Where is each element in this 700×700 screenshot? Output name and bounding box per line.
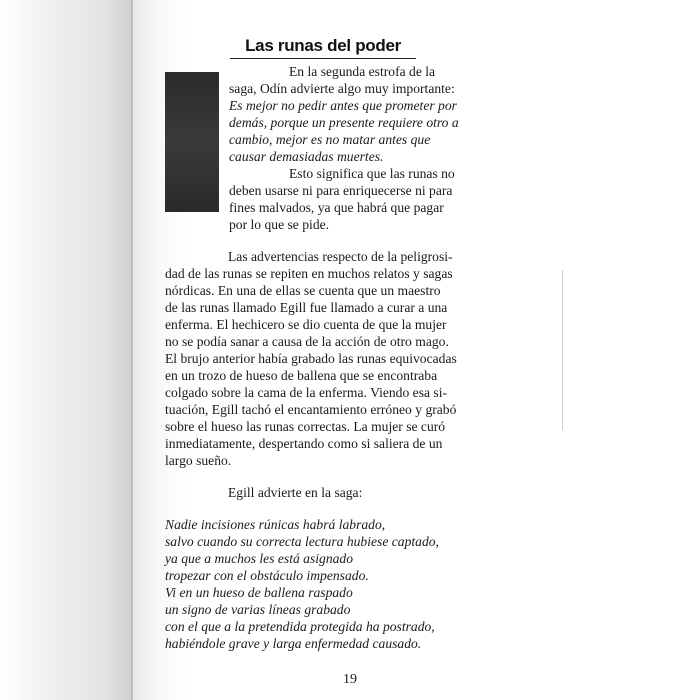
saga-intro: Egill advierte en la saga: — [228, 485, 363, 500]
paragraph-line: dad de las runas se repiten en muchos relatos y sagas — [165, 266, 453, 281]
paragraph-line: tuación, Egill tachó el encantamiento erróneo y grabó — [165, 402, 457, 417]
intro-line: fines malvados, ya que habrá que pagar — [229, 200, 444, 215]
intro-quote-line: Es mejor no pedir antes que prometer por — [229, 98, 457, 113]
paragraph-line: colgado sobre la cama de la enferma. Viendo esa si- — [165, 385, 448, 400]
paragraph-line: nórdicas. En una de ellas se cuenta que un maestro — [165, 283, 441, 298]
verse-line: tropezar con el obstáculo impensado. — [165, 568, 369, 583]
intro-quote-line: cambio, mejor es no matar antes que — [229, 132, 431, 147]
paragraph-line: largo sueño. — [165, 453, 232, 468]
intro-quote-line: demás, porque un presente requiere otro a — [229, 115, 459, 130]
verse-line: habiéndole grave y larga enfermedad causado. — [165, 636, 422, 651]
verse-line: Nadie incisiones rúnicas habrá labrado, — [165, 517, 386, 532]
intro-line: Esto significa que las runas no — [289, 166, 455, 181]
intro-line: por lo que se pide. — [229, 217, 330, 232]
paragraph-line: sobre el hueso las runas correctas. La mujer se curó — [165, 419, 446, 434]
chapter-title: Las runas del poder — [230, 36, 416, 59]
verse-line: un signo de varias líneas grabado — [165, 602, 351, 617]
intro-quote-line: causar demasiadas muertes. — [229, 149, 384, 164]
paragraph-line: no se podía sanar a causa de la acción de otro mago. — [165, 334, 449, 349]
paragraph-line: enferma. El hechicero se dio cuenta de que la mujer — [165, 317, 447, 332]
decorative-bar — [165, 72, 219, 212]
paragraph-line: de las runas llamado Egill fue llamado a curar a una — [165, 300, 448, 315]
verse-line: Vi en un hueso de ballena raspado — [165, 585, 353, 600]
page-edge-mark — [562, 270, 563, 430]
intro-line: deben usarse ni para enriquecerse ni para — [229, 183, 453, 198]
paragraph-line: Las advertencias respecto de la peligrosi- — [228, 249, 453, 264]
left-page-edge — [0, 0, 132, 700]
paragraph-line: inmediatamente, despertando como si saliera de un — [165, 436, 443, 451]
verse-line: con el que a la pretendida protegida ha postrado, — [165, 619, 435, 634]
paragraph-line: en un trozo de hueso de ballena que se encontraba — [165, 368, 438, 383]
verse-line: salvo cuando su correcta lectura hubiese captado, — [165, 534, 439, 549]
verse-line: ya que a muchos les está asignado — [165, 551, 354, 566]
intro-line: En la segunda estrofa de la — [289, 64, 436, 79]
paragraph-line: El brujo anterior había grabado las runas equivocadas — [165, 351, 457, 366]
page-number: 19 — [343, 672, 357, 687]
intro-line: saga, Odín advierte algo muy importante: — [229, 81, 455, 96]
